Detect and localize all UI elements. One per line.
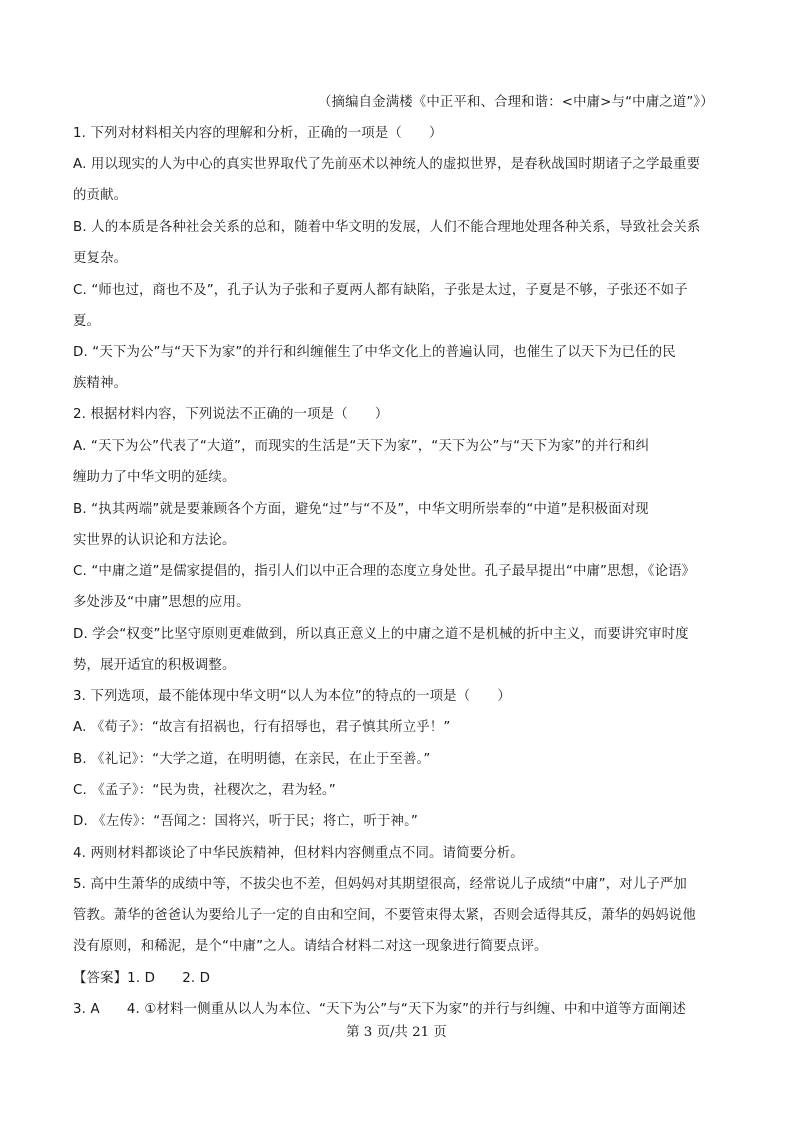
question-2-option-c: C. “中庸之道”是儒家提倡的，指引人们以中正合理的态度立身处世。孔子最早提出“中庸”思想，《论语》 [73,564,696,579]
question-5-line-2: 管教。萧华的爸爸认为要给儿子一定的自由和空间，不要管束得太紧，否则会适得其反，萧华的妈妈说他 [73,908,696,923]
question-2-option-c-cont: 多处涉及“中庸”思想的应用。 [73,595,250,610]
question-3-option-a: A. 《荀子》：“故言有招祸也，行有招辱也，君子慎其所立乎！” [73,720,451,735]
question-2-option-a-cont: 缠助力了中华文明的延续。 [73,470,236,485]
question-1-option-c-cont: 夏。 [73,314,101,329]
source-citation: （摘编自金满楼《中正平和、合理和谐：<中庸>与“中庸之道”》） [318,95,714,110]
question-3-option-b: B. 《礼记》：“大学之道，在明明德，在亲民，在止于至善。” [73,752,431,767]
question-2-option-b-cont: 实世界的认识论和方法论。 [73,533,236,548]
question-1-option-c: C. “师也过，商也不及”，孔子认为子张和子夏两人都有缺陷，子张是太过，子夏是不够，子张还不如子 [73,283,688,298]
question-1-option-a: A. 用以现实的人为中心的真实世界取代了先前巫术以神统人的虚拟世界，是春秋战国时期诸子之学最重要 [73,157,701,172]
question-1-option-d-cont: 族精神。 [73,376,128,391]
answer-3-4: 3. A 4. ①材料一侧重从以人为本位、“天下为公”与“天下为家”的并行与纠缠、中和中道等方面阐述 [73,1002,686,1017]
question-3-option-d: D. 《左传》：“吾闻之：国将兴，听于民；将亡，听于神。” [73,814,419,829]
question-1-option-b: B. 人的本质是各种社会关系的总和，随着中华文明的发展，人们不能合理地处理各种关系，导致社会关系 [73,220,701,235]
answer-line [73,970,210,988]
question-5-line-1: 5. 高中生萧华的成绩中等，不拔尖也不差，但妈妈对其期望很高，经常说儿子成绩“中庸”，对儿子严加 [73,877,687,892]
question-5-line-3: 没有原则，和稀泥，是个“中庸”之人。请结合材料二对这一现象进行简要点评。 [73,939,548,954]
question-3-stem: 3. 下列选项，最不能体现中华文明“以人为本位”的特点的一项是（ ） [73,689,511,704]
answer-1-2: 1. D 2. D [127,971,211,986]
question-2-option-a: A. “天下为公”代表了“大道”，而现实的生活是“天下为家”，“天下为公”与“天下为家”的并行和纠 [73,439,650,454]
question-2-option-d: D. 学会“权变”比坚守原则更难做到，所以真正意义上的中庸之道不是机械的折中主义，而要讲究审时度 [73,627,689,642]
question-1-option-b-cont: 更复杂。 [73,251,128,266]
question-1-option-a-cont: 的贡献。 [73,188,128,203]
question-2-option-d-cont: 势，展开适宜的积极调整。 [73,658,236,673]
question-1-option-d: D. “天下为公”与“天下为家”的并行和纠缠催生了中华文化上的普遍认同，也催生了以天下为已任的民 [73,345,676,360]
question-3-option-c: C. 《孟子》：“民为贵，社稷次之，君为轻。” [73,783,336,798]
question-1-stem: 1. 下列对材料相关内容的理解和分析，正确的一项是（ ） [73,126,443,141]
answer-label: 【答案】 [73,971,128,986]
question-4-stem: 4. 两则材料都谈论了中华民族精神，但材料内容侧重点不同。请简要分析。 [73,846,524,861]
question-2-option-b: B. “执其两端”就是要兼顾各个方面，避免“过”与“不及”，中华文明所崇奉的“中道”是积极面对现 [73,502,649,517]
question-2-stem: 2. 根据材料内容，下列说法不正确的一项是（ ） [73,407,389,422]
page-footer: 第 3 页/共 21 页 [346,1025,447,1040]
